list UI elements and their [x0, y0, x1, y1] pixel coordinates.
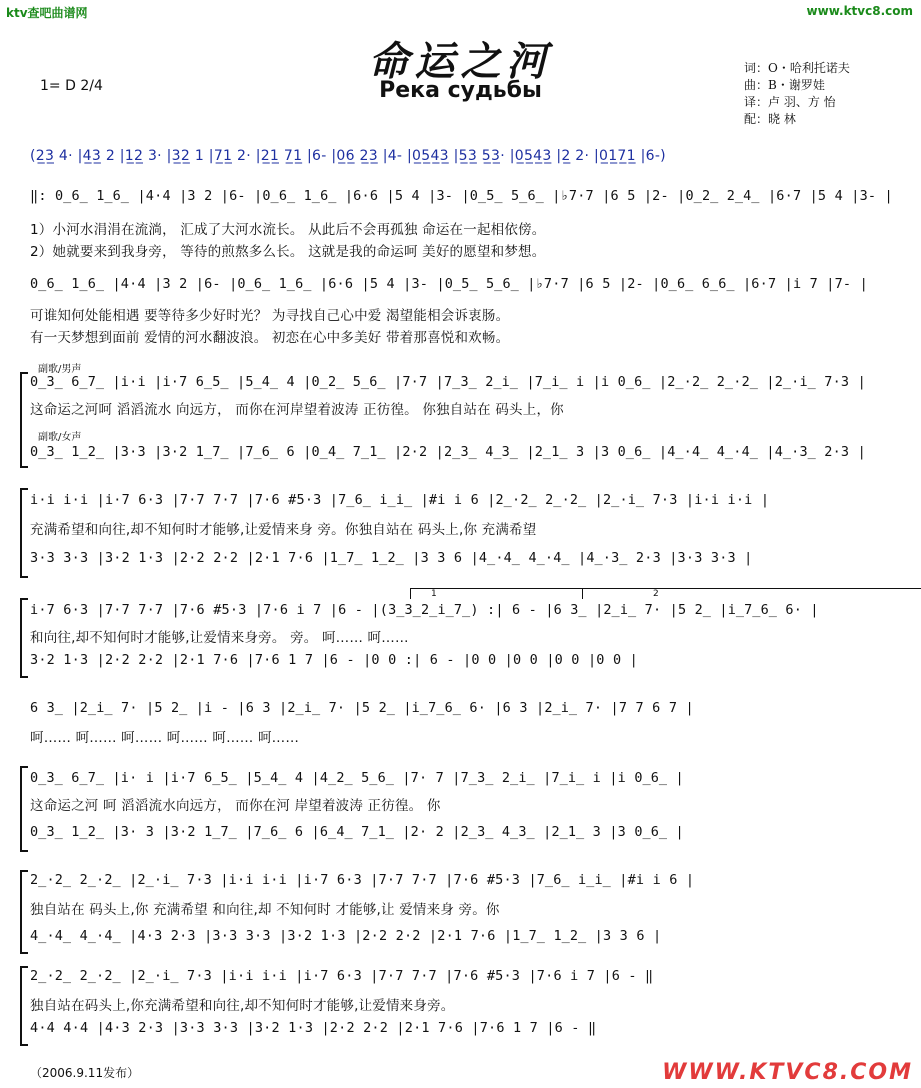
system-brace: [20, 766, 28, 852]
ha-lyrics: 呵…… 呵…… 呵…… 呵…… 呵…… 呵……: [30, 730, 300, 746]
credit-translate: 译：卢 羽、方 怡: [744, 95, 836, 109]
chorus2-lyrics: 充满希望和向往,却不知何时才能够,让爱情来身 旁。你独自站在 码头上,你 充满希望: [30, 522, 537, 538]
chorus4-notes: 0̲3̲ 6̲7̲ |i· i |i·7 6̲5̲ |5̲4̲ 4 |4̲2̲ 5̲6̲ |7· 7 |7̲3̲ 2̲i̲ |7̲i̲ i |i 0̲6̲ |: [30, 770, 684, 786]
intro-line: (2̲3̲ 4· |4̲3̲ 2 |1̲2̲ 3· |3̲2̲ 1 |7̲1̲ 2· |2̲1̲ 7̲1̲ |6- |0̲6̲ 2̲3̲ |4- |0̲5̲4̲3̲ |5̲3̲ 5̲3̲· |0̲5̲4̲3̲ |2̲ 2· |0̲1̲7̲1̲ |6-): [30, 148, 666, 164]
chorus2-notes: i·i i·i |i·7 6·3 |7·7 7·7 |7·6 #5·3 |7̲6̲ i̲i̲ |#i i 6 |2̲·2̲ 2̲·2̲ |2̲·i̲ 7·3 |i·i i·i |: [30, 492, 770, 508]
chorus5-harmony: 4̲·4̲ 4̲·4̲ |4·3 2·3 |3·3 3·3 |3·2 1·3 |2·2 2·2 |2·1 7·6 |1̲7̲ 1̲2̲ |3 3 6 |: [30, 928, 662, 944]
system-brace: [20, 488, 28, 578]
verse2-lyrics-2: 有一天梦想到面前 爱情的河水翻波浪。 初恋在心中多美好 带着那喜悦和欢畅。: [30, 330, 510, 346]
verse2-notes: 0̲6̲ 1̲6̲ |4·4 |3 2 |6- |0̲6̲ 1̲6̲ |6·6 |5 4 |3- |0̲5̲ 5̲6̲ |♭7·7 |6 5 |2- |0̲6̲ 6̲6̲ |6·7 |i 7 |7- |: [30, 276, 868, 292]
site-name-left: ktv查吧曲谱网: [6, 6, 88, 20]
chorus1-harmony: 0̲3̲ 1̲2̲ |3·3 |3·2 1̲7̲ |7̲6̲ 6 |0̲4̲ 7̲1̲ |2·2 |2̲3̲ 4̲3̲ |2̲1̲ 3 |3 0̲6̲ |4̲·4̲ 4̲·4̲ |4̲·3̲ 2·3 |: [30, 444, 866, 460]
chorus-female-label: 副歌/女声: [38, 432, 82, 443]
song-title-chinese: 命运之河: [368, 38, 553, 85]
chorus5-notes: 2̲·2̲ 2̲·2̲ |2̲·i̲ 7·3 |i·i i·i |i·7 6·3 |7·7 7·7 |7·6 #5·3 |7̲6̲ i̲i̲ |#i i 6 |: [30, 872, 695, 888]
ha-notes: 6 3̲ |2̲i̲ 7· |5 2̲ |i - |6 3 |2̲i̲ 7· |5 2̲ |i̲7̲6̲ 6· |6 3 |2̲i̲ 7· |7 7 6 7 |: [30, 700, 694, 716]
chorus2-harmony: 3·3 3·3 |3·2 1·3 |2·2 2·2 |2·1 7·6 |1̲7̲ 1̲2̲ |3 3 6 |4̲·4̲ 4̲·4̲ |4̲·3̲ 2·3 |3·3 3·3 |: [30, 550, 753, 566]
site-url-right[interactable]: www.ktvc8.com: [806, 4, 913, 18]
key-signature: 1= D 2/4: [40, 78, 103, 94]
credits: [744, 60, 850, 128]
chorus1-lyrics: 这命运之河呵 滔滔流水 向远方， 而你在河岸望着波涛 正彷徨。 你独自站在 码头上，你: [30, 402, 564, 418]
chorus5-lyrics: 独自站在 码头上,你 充满希望 和向往,却 不知何时 才能够,让 爱情来身 旁。你: [30, 902, 500, 918]
volta-2: 2: [582, 588, 921, 599]
verse2-lyrics-1: 可谁知何处能相遇 要等待多少好时光？ 为寻找自己心中爱 渴望能相会诉衷肠。: [30, 308, 510, 324]
system-brace: [20, 966, 28, 1046]
credit-lyrics: 词：O・哈利托诺夫: [744, 61, 850, 75]
verse1-lyrics-1: 1）小河水涓涓在流淌， 汇成了大河水流长。 从此后不会再孤独 命运在一起相依傍。: [30, 222, 546, 238]
chorus3-notes: i·7 6·3 |7·7 7·7 |7·6 #5·3 |7·6 i 7 |6 - |(3̲3̲2̲i̲7̲) :| 6 - |6 3̲ |2̲i̲ 7· |5 2̲ |i̲7̲6̲ 6· |: [30, 602, 819, 618]
song-title-russian: Река судьбы: [379, 78, 542, 103]
credit-arrange: 配：晓 林: [744, 112, 796, 126]
publish-date: （2006.9.11发布）: [30, 1066, 140, 1080]
system-brace: [20, 870, 28, 954]
chorus3-harmony: 3·2 1·3 |2·2 2·2 |2·1 7·6 |7·6 1 7 |6 - |0 0 :| 6 - |0 0 |0 0 |0 0 |0 0 |: [30, 652, 638, 668]
chorus-male-label: 副歌/男声: [38, 364, 82, 375]
chorus1-notes: 0̲3̲ 6̲7̲ |i·i |i·7 6̲5̲ |5̲4̲ 4 |0̲2̲ 5̲6̲ |7·7 |7̲3̲ 2̲i̲ |7̲i̲ i |i 0̲6̲ |2̲·2̲ 2̲·2̲ |2̲·i̲ 7·3 |: [30, 374, 866, 390]
chorus6-lyrics: 独自站在码头上,你充满希望和向往,却不知何时才能够,让爱情来身旁。: [30, 998, 455, 1014]
chorus6-harmony: 4·4 4·4 |4·3 2·3 |3·3 3·3 |3·2 1·3 |2·2 2·2 |2·1 7·6 |7·6 1 7 |6 - ‖: [30, 1020, 597, 1036]
system-brace: [20, 372, 28, 468]
verse1-lyrics-2: 2）她就要来到我身旁， 等待的煎熬多么长。 这就是我的命运呵 美好的愿望和梦想。: [30, 244, 546, 260]
credit-music: 曲：B・谢罗娃: [744, 78, 825, 92]
chorus4-harmony: 0̲3̲ 1̲2̲ |3· 3 |3·2 1̲7̲ |7̲6̲ 6 |6̲4̲ 7̲1̲ |2· 2 |2̲3̲ 4̲3̲ |2̲1̲ 3 |3 0̲6̲ |: [30, 824, 684, 840]
chorus6-notes: 2̲·2̲ 2̲·2̲ |2̲·i̲ 7·3 |i·i i·i |i·7 6·3 |7·7 7·7 |7·6 #5·3 |7·6 i 7 |6 - ‖: [30, 968, 654, 984]
footer-site-logo[interactable]: WWW.KTVC8.COM: [662, 1060, 913, 1085]
chorus3-lyrics: 和向往,却不知何时才能够,让爱情来身旁。 旁。 呵…… 呵……: [30, 630, 409, 646]
verse1-notes: ‖: 0̲6̲ 1̲6̲ |4·4 |3 2 |6- |0̲6̲ 1̲6̲ |6·6 |5 4 |3- |0̲5̲ 5̲6̲ |♭7·7 |6 5 |2- |0̲2̲ 2̲4̲ |6·7 |5 4 |3- |: [30, 188, 893, 204]
chorus4-lyrics: 这命运之河 呵 滔滔流水向远方， 而你在河 岸望着波涛 正彷徨。 你: [30, 798, 441, 814]
volta-1: 1: [410, 588, 601, 599]
system-brace: [20, 598, 28, 678]
